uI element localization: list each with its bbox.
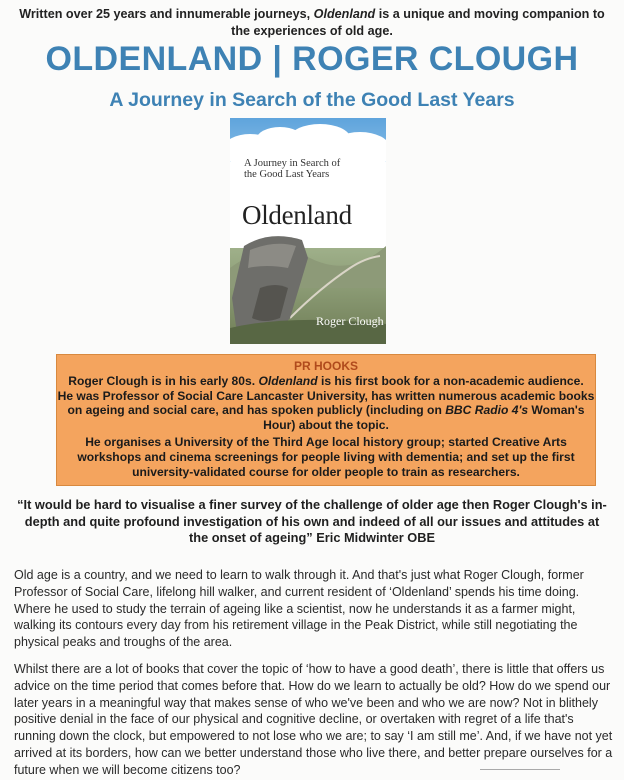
hook-2-a: He was Professor of Social Care Lancaster University, has written numerous academic books on ageing and social care, and has spoken publicly (including on <box>57 388 595 418</box>
hook-paragraph-2 <box>57 389 595 433</box>
hook-paragraph-3: He organises a University of the Third Age local history group; started Creative Arts workshops and cinema screenings for people living with dementia; and set up the first university-validated course for older people to train as researchers. <box>77 435 575 479</box>
intro-text <box>16 6 608 40</box>
page-subtitle: A Journey in Search of the Good Last Years <box>109 89 515 111</box>
body-paragraph-1: Old age is a country, and we need to learn to walk through it. And that's just what Roger Clough, former Professor of Social Care, lifelong hill walker, and current resident of ‘Oldenland’ spends his time doing. Where he used to study the terrain of ageing like a scientist, now he understands it as a farmer might, walking its contours every day from his retirement village in the Peak District, while still negotiating the physical peaks and troughs of the area. <box>14 568 584 650</box>
hook-1-a: Roger Clough is in his early 80s. <box>68 374 259 388</box>
scan-line <box>480 769 560 770</box>
review-quote: “It would be hard to visualise a finer survey of the challenge of older age then Roger Clough's in-depth and quite profound investigation of his own and indeed of all our issues and attitudes at the onset of ageing” Eric Midwinter OBE <box>17 497 607 545</box>
intro-before: Written over 25 years and innumerable journeys, <box>19 7 314 21</box>
cover-subtitle <box>244 158 374 180</box>
pr-hooks-box <box>56 354 596 486</box>
hook-paragraph-1 <box>57 374 595 389</box>
body-paragraph-2: Whilst there are a lot of books that cover the topic of ‘how to have a good death’, there is little that offers us advice on the time period that comes before that. How do we learn to actually be old? How do we spend our later years in a meaningful way that makes sense of who we've been and who we are now? Not in blithely positive denial in the face of our physical and cognitive decline, or overtaken with regret of a life that's running down the clock, but empowered to not lose who we are; to say ‘I am still me’. And, if we have not yet arrived at its borders, how can we better understand those who live there, and better prepare ourselves for a future when we will become citizens too? <box>14 662 613 777</box>
intro-emph: Oldenland <box>313 7 376 21</box>
pr-hooks-heading: PR HOOKS <box>293 359 358 373</box>
hook-2-em: BBC Radio 4's <box>445 403 529 418</box>
hook-1-em: Oldenland <box>258 374 318 388</box>
cover-illustration <box>230 118 386 344</box>
intro-after: is a unique and moving companion to the experiences of old age. <box>231 7 605 38</box>
book-cover <box>230 118 386 344</box>
cover-title: Oldenland <box>242 200 352 230</box>
hook-1-b: is his first book for a non-academic audience. <box>317 374 584 388</box>
cover-subtitle-line2: the Good Last Years <box>244 169 330 180</box>
cover-author: Roger Clough <box>316 314 384 328</box>
page-title: OLDENLAND | ROGER CLOUGH <box>45 40 579 78</box>
cover-subtitle-line1: A Journey in Search of <box>244 158 341 169</box>
hook-2-b: Woman's Hour) about the topic. <box>263 403 585 432</box>
